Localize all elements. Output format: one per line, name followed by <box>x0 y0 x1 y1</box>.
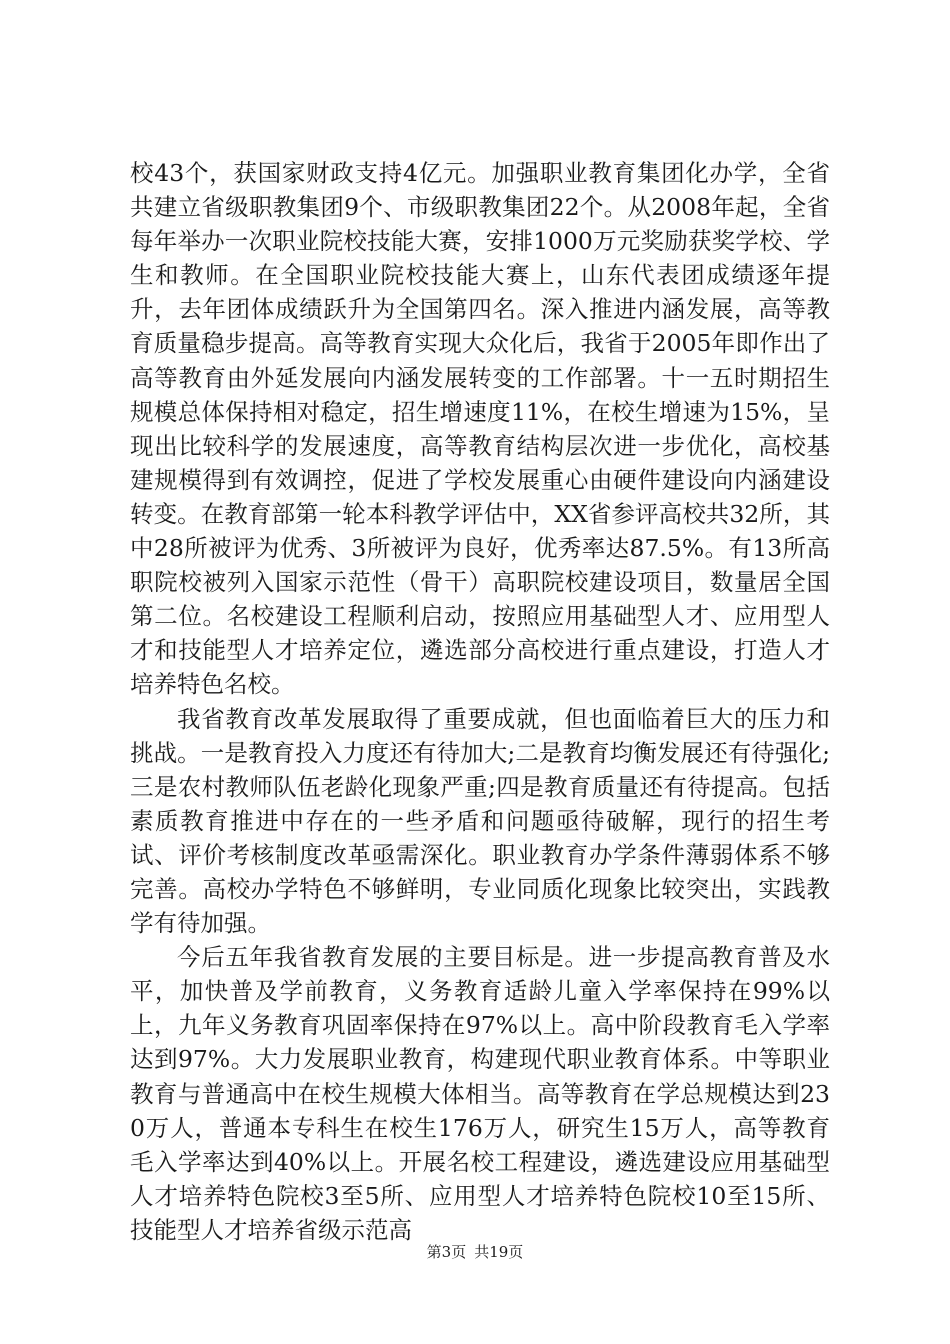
document-body <box>130 156 830 1247</box>
paragraph-goals: 今后五年我省教育发展的主要目标是。进一步提高教育普及水平，加快普及学前教育，义务教育适龄儿童入学率保持在99%以上，九年义务教育巩固率保持在97%以上。高中阶段教育毛入学率达到97%。大力发展职业教育，构建现代职业教育体系。中等职业教育与普通高中在校生规模大体相当。高等教育在学总规模达到230万人，普通本专科生在校生176万人，研究生15万人，高等教育毛入学率达到40%以上。开展名校工程建设，遴选建设应用基础型人才培养特色院校3至5所、应用型人才培养特色院校10至15所、技能型人才培养省级示范高 <box>130 943 830 1244</box>
paragraph-continuation: 校43个，获国家财政支持4亿元。加强职业教育集团化办学，全省共建立省级职教集团9个、市级职教集团22个。从2008年起，全省每年举办一次职业院校技能大赛，安排1000万元奖励获奖学校、学生和教师。在全国职业院校技能大赛上，山东代表团成绩逐年提升，去年团体成绩跃升为全国第四名。深入推进内涵发展，高等教育质量稳步提高。高等教育实现大众化后，我省于2005年即作出了高等教育由外延发展向内涵发展转变的工作部署。十一五时期招生规模总体保持相对稳定，招生增速度11%，在校生增速为15%，呈现出比较科学的发展速度，高等教育结构层次进一步优化，高校基建规模得到有效调控，促进了学校发展重心由硬件建设向内涵建设转变。在教育部第一轮本科教学评估中，XX省参评高校共32所，其中28所被评为优秀、3所被评为良好，优秀率达87.5%。有13所高职院校被列入国家示范性（骨干）高职院校建设项目，数量居全国第二位。名校建设工程顺利启动，按照应用基础型人才、应用型人才和技能型人才培养定位，遴选部分高校进行重点建设，打造人才培养特色名校。 <box>130 159 830 699</box>
paragraph-challenges: 我省教育改革发展取得了重要成就，但也面临着巨大的压力和挑战。一是教育投入力度还有待加大;二是教育均衡发展还有待强化;三是农村教师队伍老龄化现象严重;四是教育质量还有待提高。包括素质教育推进中存在的一些矛盾和问题亟待破解，现行的招生考试、评价考核制度改革亟需深化。职业教育办学条件薄弱体系不够完善。高校办学特色不够鲜明，专业同质化现象比较突出，实践教学有待加强。 <box>130 704 830 938</box>
page-total: 共19页 <box>474 1243 524 1261</box>
page-number: 第3页 <box>426 1243 467 1261</box>
page-footer <box>0 1242 950 1262</box>
